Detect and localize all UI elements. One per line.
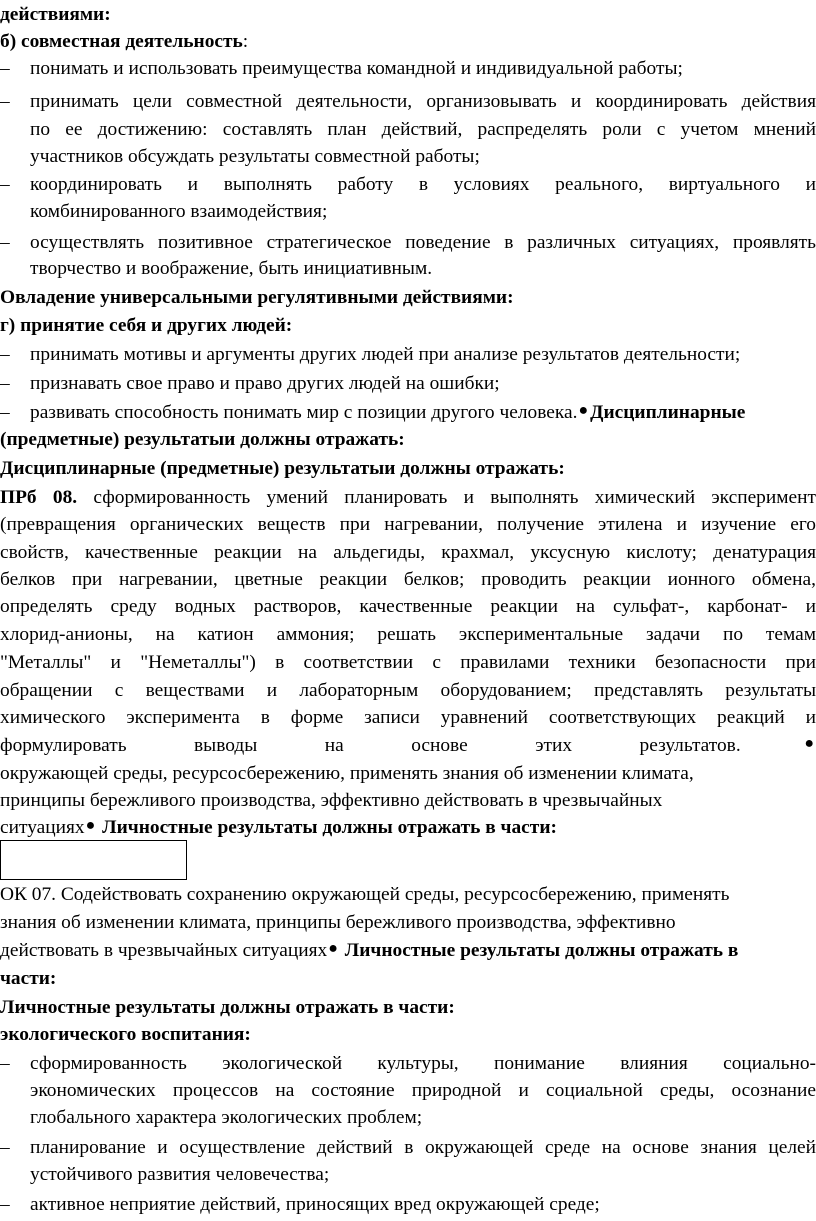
paragraph-line xyxy=(0,538,816,567)
paragraph-line xyxy=(0,936,816,965)
bullet-icon: ● xyxy=(328,940,338,957)
paragraph-line xyxy=(0,648,816,677)
paragraph-line xyxy=(0,483,816,512)
paragraph-line xyxy=(0,703,816,732)
paragraph-line xyxy=(0,813,816,842)
dash-marker: – xyxy=(0,58,10,79)
paragraph-code: ПРб 08. xyxy=(0,487,78,508)
section-title: б) совместная деятельность xyxy=(0,31,243,52)
bullet-icon: ● xyxy=(578,402,589,419)
heading-fragment: действиями: xyxy=(0,4,111,25)
list-item xyxy=(0,340,816,369)
section-heading xyxy=(0,993,816,1022)
text-run: ситуациях xyxy=(0,817,85,838)
text-run: химического эксперимента в форме записи уравнений соответствующих реакций и xyxy=(0,707,816,728)
list-item xyxy=(0,1190,816,1219)
list-item-text xyxy=(30,398,816,428)
text-run: определять среду водных растворов, качественные реакции на сульфат-, карбонат- и xyxy=(0,596,816,617)
section-heading xyxy=(0,311,816,340)
paragraph-line xyxy=(0,565,816,594)
list-item-text: экономических процессов на состояние природной и социальной среды, осознание xyxy=(30,1080,816,1101)
list-item-continuation xyxy=(0,115,816,144)
dash-marker: – xyxy=(0,91,10,112)
list-item xyxy=(0,228,816,257)
bold-run: Дисциплинарные xyxy=(590,402,746,423)
list-item-continuation xyxy=(0,197,816,226)
dash-marker: – xyxy=(0,1137,10,1158)
paragraph-line xyxy=(0,964,816,993)
list-item-text: по ее достижению: составлять план действий, распределять роли с учетом мнений xyxy=(30,119,816,140)
list-item xyxy=(0,398,816,427)
bold-run: Личностные результаты должны отражать в части: xyxy=(102,817,557,838)
dash-marker: – xyxy=(0,1053,10,1074)
text-run: развивать способность понимать мир с позиции другого человека. xyxy=(30,402,578,423)
section-title: Овладение универсальными регулятивными действиями: xyxy=(0,287,514,308)
paragraph-line xyxy=(0,908,816,937)
dash-marker: – xyxy=(0,232,10,253)
list-item-text: глобального характера экологических проблем; xyxy=(30,1107,423,1128)
empty-table-cell xyxy=(0,840,187,880)
text-run: окружающей среды, ресурсосбережению, применять знания об изменении климата, xyxy=(0,763,694,784)
text-run: формулировать выводы на основе этих результатов. xyxy=(0,735,741,756)
section-title: г) принятие себя и других людей: xyxy=(0,315,293,336)
list-item-continuation xyxy=(0,142,816,171)
text-run: принципы бережливого производства, эффективно действовать в чрезвычайных xyxy=(0,790,663,811)
colon: : xyxy=(242,31,249,52)
bold-run: Личностные результаты должны отражать в xyxy=(344,940,739,961)
bold-run: части: xyxy=(0,968,57,989)
list-item-text: сформированность экологической культуры, понимание влияния социально- xyxy=(30,1053,816,1074)
list-item-text: участников обсуждать результаты совместной работы; xyxy=(30,146,480,167)
text-run: хлорид-анионы, на катион аммония; решать экспериментальные задачи по темам xyxy=(0,624,816,645)
list-item xyxy=(0,87,816,116)
dash-marker: – xyxy=(0,174,10,195)
paragraph-line xyxy=(0,731,816,760)
paragraph-line xyxy=(0,786,816,815)
section-title: экологического воспитания: xyxy=(0,1024,251,1045)
list-item xyxy=(0,170,816,199)
text-run: свойств, качественные реакции на альдегиды, крахмал, уксусную кислоту; денатурация xyxy=(0,542,816,563)
section-heading xyxy=(0,425,816,454)
section-title: Дисциплинарные (предметные) результатыи должны отражать: xyxy=(0,458,565,479)
text-run: ОК 07. Содействовать сохранению окружающей среды, ресурсосбережению, применять xyxy=(0,884,730,905)
list-item-text: признавать свое право и право других людей на ошибки; xyxy=(30,373,500,394)
list-item-text: принимать мотивы и аргументы других людей при анализе результатов деятельности; xyxy=(30,344,741,365)
section-heading xyxy=(0,454,816,483)
text-line xyxy=(0,0,816,29)
section-title: (предметные) результатыи должны отражать: xyxy=(0,429,405,450)
text-run: действовать в чрезвычайных ситуациях xyxy=(0,940,328,961)
section-heading xyxy=(0,283,816,312)
list-item xyxy=(0,1133,816,1162)
paragraph-line xyxy=(0,880,816,909)
section-title: Личностные результаты должны отражать в части: xyxy=(0,997,455,1018)
dash-marker: – xyxy=(0,402,10,423)
paragraph-line xyxy=(0,620,816,649)
list-item-text: устойчивого развития человечества; xyxy=(30,1164,330,1185)
list-item-continuation xyxy=(0,1103,816,1132)
text-run: "Металлы" и "Неметаллы") в соответствии с правилами техники безопасности при xyxy=(0,652,816,673)
list-item-continuation xyxy=(0,1076,816,1105)
dash-marker: – xyxy=(0,1194,10,1215)
paragraph-line xyxy=(0,759,816,788)
list-item-continuation xyxy=(0,1160,816,1189)
text-run: белков при нагревании, цветные реакции белков; проводить реакции ионного обмена, xyxy=(0,569,816,590)
paragraph-line xyxy=(0,676,816,705)
paragraph-line xyxy=(0,592,816,621)
list-item xyxy=(0,1049,816,1078)
list-item-text: творчество и воображение, быть инициативным. xyxy=(30,258,433,279)
list-item-text: активное неприятие действий, приносящих вред окружающей среде; xyxy=(30,1194,600,1215)
section-heading xyxy=(0,1020,816,1049)
list-item-text: координировать и выполнять работу в условиях реального, виртуального и xyxy=(30,174,816,195)
bullet-icon: ● xyxy=(85,817,96,834)
dash-marker: – xyxy=(0,373,10,394)
list-item xyxy=(0,54,816,83)
list-item-text: осуществлять позитивное стратегическое поведение в различных ситуациях, проявлять xyxy=(30,232,816,253)
text-run: обращении с веществами и лабораторным оборудованием; представлять результаты xyxy=(0,680,816,701)
dash-marker: – xyxy=(0,344,10,365)
text-run: сформированность умений планировать и выполнять химический эксперимент xyxy=(93,487,816,508)
text-run: знания об изменении климата, принципы бережливого производства, эффективно xyxy=(0,912,676,933)
list-item-text: принимать цели совместной деятельности, организовывать и координировать действия xyxy=(30,91,816,112)
list-item-continuation xyxy=(0,254,816,283)
text-run: (превращения органических веществ при нагревании, получение этилена и изучение его xyxy=(0,514,816,535)
list-item-text: планирование и осуществление действий в окружающей среде на основе знания целей xyxy=(30,1137,816,1158)
list-item xyxy=(0,369,816,398)
bullet-icon: ● xyxy=(741,735,814,752)
paragraph-line xyxy=(0,510,816,539)
list-item-text: понимать и использовать преимущества командной и индивидуальной работы; xyxy=(30,58,683,79)
section-heading xyxy=(0,27,816,56)
list-item-text: комбинированного взаимодействия; xyxy=(30,201,328,222)
